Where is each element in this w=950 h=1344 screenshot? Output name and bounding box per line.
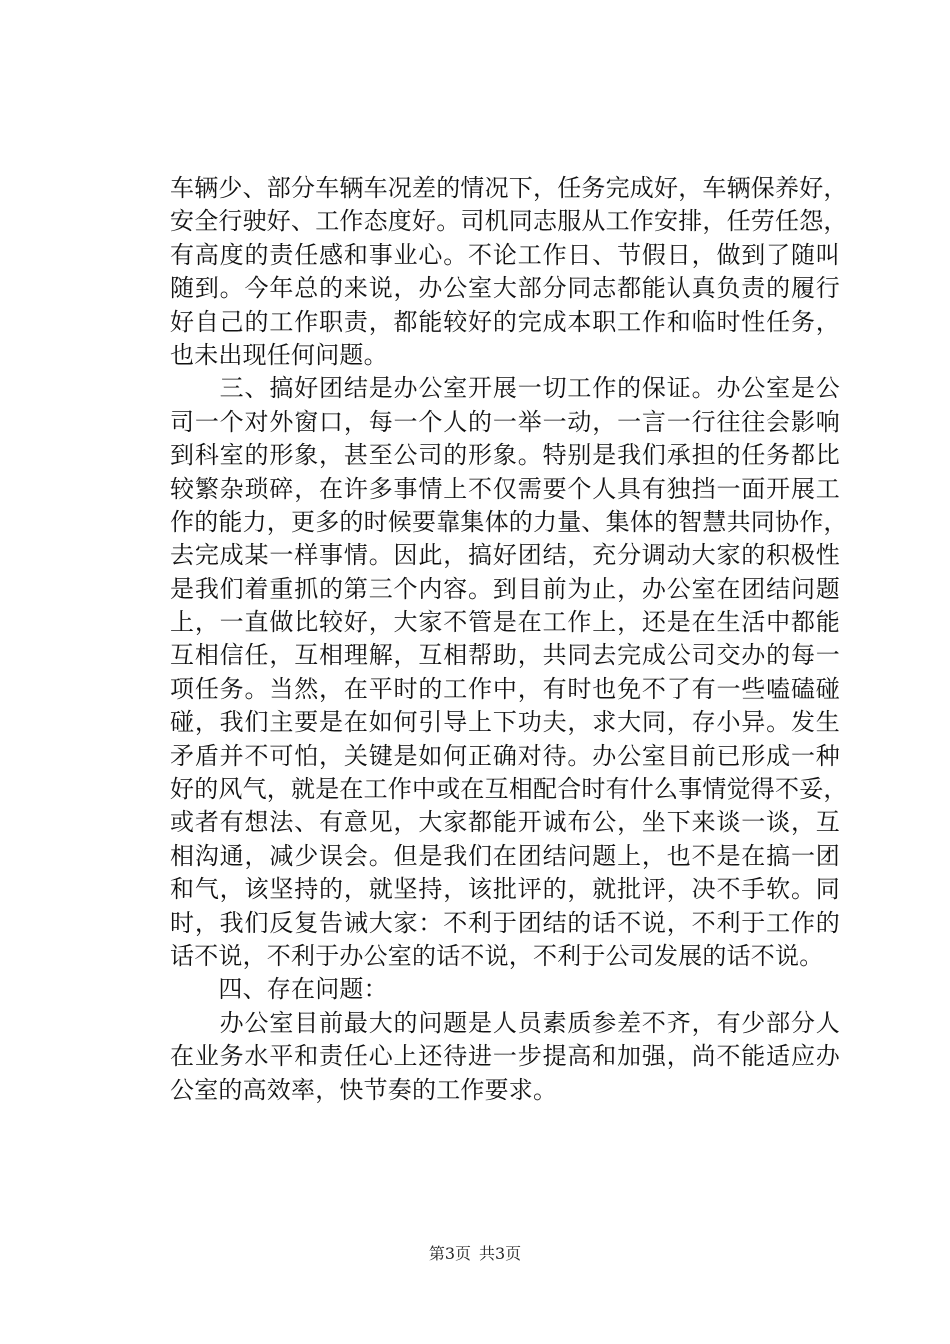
text-line: 项任务。当然，在平时的工作中，有时也免不了有一些嗑磕碰 — [170, 674, 840, 703]
text-line: 随到。今年总的来说，办公室大部分同志都能认真负责的履行 — [170, 274, 840, 303]
text-line: 司一个对外窗口，每一个人的一举一动，一言一行往往会影响 — [170, 407, 840, 436]
text-line: 有高度的责任感和事业心。不论工作日、节假日，做到了随叫 — [170, 240, 840, 269]
text-line: 好的风气，就是在工作中或在互相配合时有什么事情觉得不妥， — [170, 775, 848, 804]
text-line: 好自己的工作职责，都能较好的完成本职工作和临时性任务， — [170, 307, 840, 336]
text-line: 相沟通，减少误会。但是我们在团结问题上，也不是在搞一团 — [170, 841, 840, 870]
page-number-current: 第3页 — [428, 1244, 471, 1263]
text-line: 或者有想法、有意见，大家都能开诚布公，坐下来谈一谈，互 — [170, 808, 840, 837]
text-line: 时，我们反复告诫大家：不利于团结的话不说，不利于工作的 — [170, 908, 840, 937]
page-footer — [0, 1244, 950, 1264]
text-line: 碰，我们主要是在如何引导上下功夫，求大同，存小异。发生 — [170, 708, 840, 737]
text-line: 话不说，不利于办公室的话不说，不利于公司发展的话不说。 — [170, 941, 824, 970]
text-line: 互相信任，互相理解，互相帮助，共同去完成公司交办的每一 — [170, 641, 840, 670]
text-line: 作的能力，更多的时候要靠集体的力量、集体的智慧共同协作， — [170, 507, 848, 536]
text-line: 和气，该坚持的，就坚持，该批评的，就批评，决不手软。同 — [170, 875, 840, 904]
text-line: 也未出现任何问题。 — [170, 340, 388, 369]
text-line: 车辆少、部分车辆车况差的情况下，任务完成好，车辆保养好， — [170, 174, 848, 202]
text-line: 三、搞好团结是办公室开展一切工作的保证。办公室是公 — [170, 374, 840, 403]
page-number-total: 共3页 — [479, 1244, 522, 1263]
text-line: 是我们着重抓的第三个内容。到目前为止，办公室在团结问题 — [170, 574, 840, 603]
text-line: 到科室的形象，甚至公司的形象。特别是我们承担的任务都比 — [170, 441, 840, 470]
text-line: 安全行驶好、工作态度好。司机同志服从工作安排，任劳任怨， — [170, 207, 848, 236]
text-line: 矛盾并不可怕，关键是如何正确对待。办公室目前已形成一种 — [170, 741, 840, 770]
text-line: 去完成某一样事情。因此，搞好团结，充分调动大家的积极性 — [170, 541, 840, 570]
text-line: 办公室目前最大的问题是人员素质参差不齐，有少部分人 — [170, 1008, 840, 1037]
text-line: 公室的高效率，快节奏的工作要求。 — [170, 1075, 558, 1104]
text-line: 上，一直做比较好，大家不管是在工作上，还是在生活中都能 — [170, 608, 840, 637]
text-line: 在业务水平和责任心上还待进一步提高和加强，尚不能适应办 — [170, 1042, 840, 1071]
text-line: 较繁杂琐碎，在许多事情上不仅需要个人具有独挡一面开展工 — [170, 474, 840, 503]
text-line: 四、存在问题： — [170, 975, 388, 1004]
document-body — [170, 172, 848, 1107]
